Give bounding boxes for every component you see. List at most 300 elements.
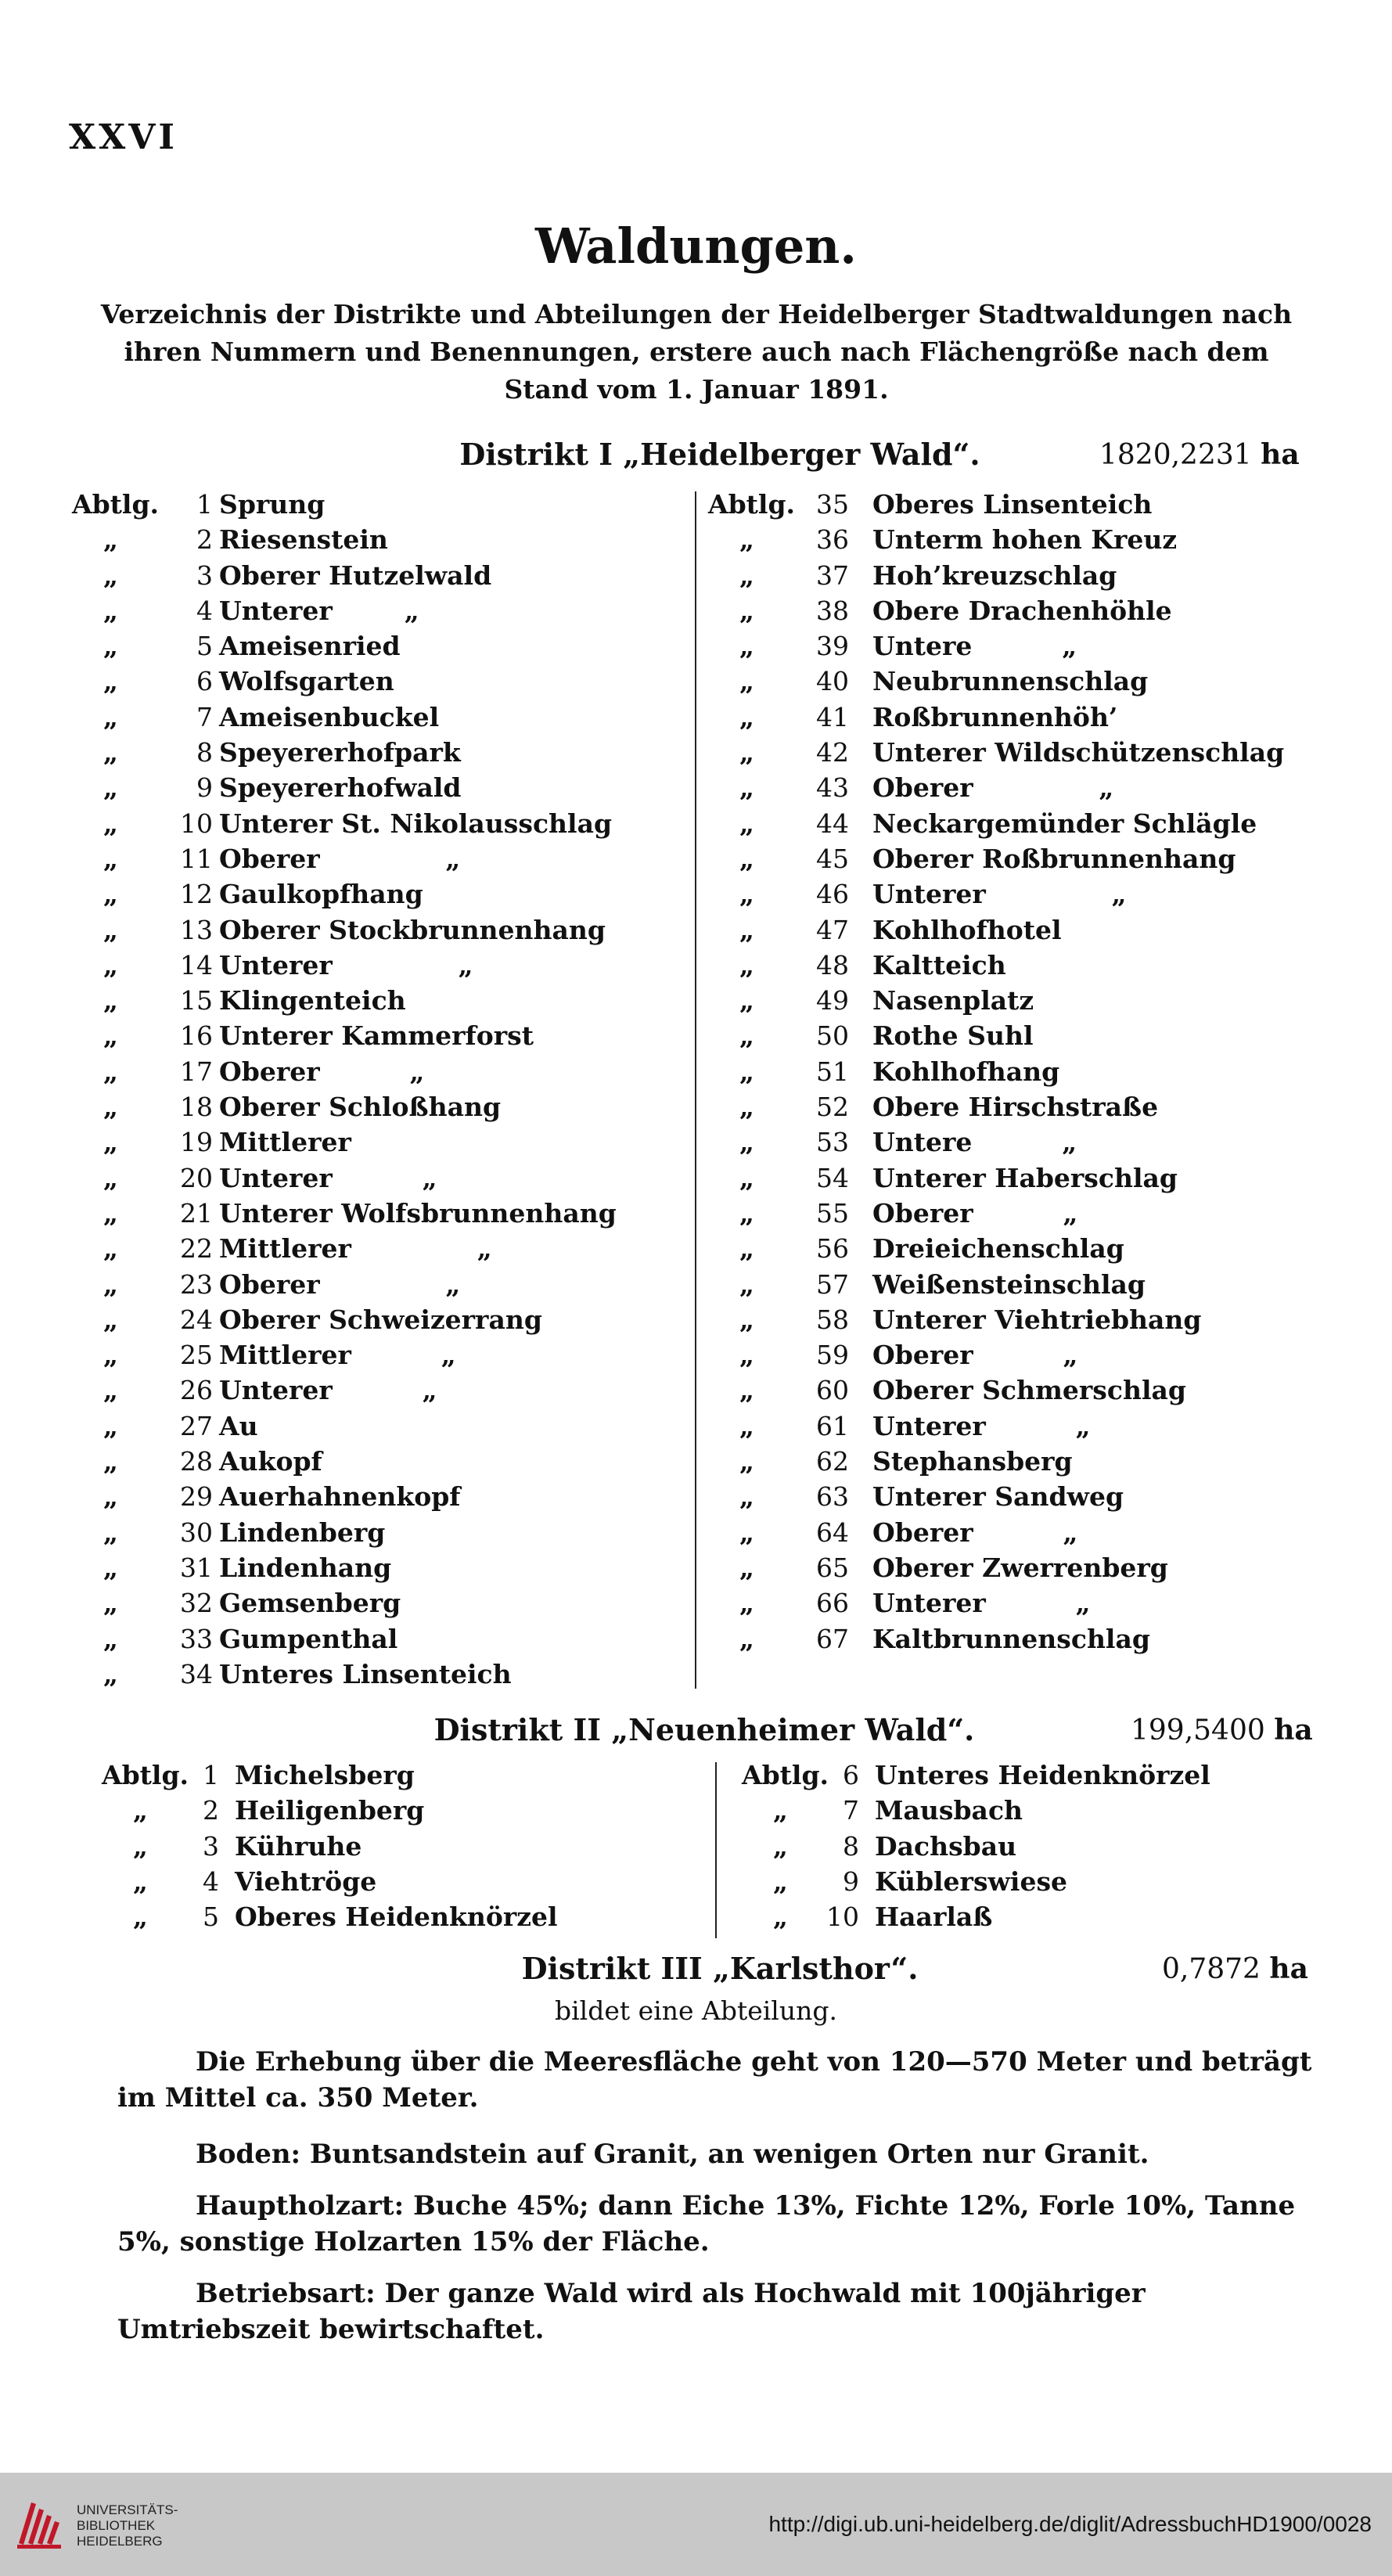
abteilung-number: 43 [816, 772, 849, 804]
abteilung-prefix: „ [103, 1268, 118, 1300]
list-item [708, 1089, 1318, 1124]
list-item [708, 735, 1318, 770]
abteilung-name: Unterm hohen Kreuz [872, 524, 1178, 556]
abteilung-name: Unterer „ [872, 1588, 1091, 1619]
list-item [708, 487, 1318, 522]
abteilung-number: 27 [180, 1410, 213, 1441]
abteilung-number: 59 [816, 1340, 849, 1371]
list-item [72, 1054, 682, 1089]
abteilung-prefix: „ [103, 843, 118, 874]
abteilung-number: 23 [180, 1268, 213, 1300]
abteilung-prefix: „ [103, 808, 118, 839]
list-item [72, 983, 682, 1018]
abteilung-prefix: „ [133, 1830, 148, 1862]
abteilung-prefix: „ [103, 772, 118, 804]
abteilung-prefix: „ [739, 1552, 754, 1583]
abteilung-prefix: „ [739, 1127, 754, 1158]
abteilung-prefix: „ [739, 1623, 754, 1654]
abteilung-number: 17 [180, 1056, 213, 1087]
abteilung-name: Hoh’kreuzschlag [872, 559, 1117, 591]
abteilung-prefix: „ [739, 843, 754, 874]
abteilung-name: Oberer Zwerrenberg [872, 1552, 1168, 1583]
district-2-right-column [742, 1758, 1336, 1934]
list-item [708, 628, 1318, 664]
abteilung-number: 61 [816, 1410, 849, 1441]
abteilung-prefix: „ [103, 1516, 118, 1548]
logo-line: UNIVERSITÄTS- [77, 2502, 178, 2517]
list-item [72, 1302, 682, 1337]
abteilung-name: Mittlerer „ [219, 1340, 456, 1371]
abteilung-name: Küblerswiese [875, 1865, 1068, 1897]
abteilung-name: Weißensteinschlag [872, 1268, 1146, 1300]
list-item [708, 841, 1318, 876]
abteilung-prefix: „ [739, 1588, 754, 1619]
list-item [72, 700, 682, 735]
list-item [708, 1444, 1318, 1479]
note-erhebung: Die Erhebung über die Meeresfläche geht von 120—570 Meter und beträgt im Mittel ca. 350 Meter. [117, 2046, 1312, 2114]
abteilung-prefix: „ [739, 1056, 754, 1087]
list-item [102, 1793, 704, 1828]
list-item [742, 1793, 1336, 1828]
abteilung-prefix: „ [103, 914, 118, 945]
abteilung-number: 58 [816, 1304, 849, 1335]
abteilung-number: 40 [816, 666, 849, 697]
abteilung-number: 57 [816, 1268, 849, 1300]
list-item [72, 522, 682, 557]
abteilung-number: 48 [816, 949, 849, 980]
abteilung-number: 9 [196, 772, 213, 804]
list-item [72, 628, 682, 664]
abteilung-prefix: „ [103, 631, 118, 662]
abteilung-number: 35 [816, 489, 849, 520]
abteilung-name: Neubrunnenschlag [872, 666, 1149, 697]
list-item [72, 1479, 682, 1514]
abteilung-name: Untere „ [872, 631, 1077, 662]
list-item [708, 1409, 1318, 1444]
column-divider [695, 491, 696, 1689]
abteilung-number: 30 [180, 1516, 213, 1548]
abteilung-name: Kaltteich [872, 949, 1006, 980]
district-3-note: bildet eine Abteilung. [555, 1995, 837, 2026]
abteilung-name: Unteres Heidenknörzel [875, 1760, 1210, 1790]
abteilung-prefix: „ [103, 1056, 118, 1087]
list-item [72, 912, 682, 948]
abteilung-prefix: „ [103, 1623, 118, 1654]
abteilung-name: Klingenteich [219, 985, 406, 1016]
page-subtitle: Verzeichnis der Distrikte und Abteilungen der Heidelberger Stadtwaldungen nach ihren Nummern und Benennungen, erstere auch nach Flächengröße nach dem Stand vom 1. Januar 1891. [100, 299, 1293, 405]
abteilung-prefix: „ [739, 1304, 754, 1335]
abteilung-prefix: „ [739, 1020, 754, 1052]
abteilung-prefix: „ [103, 1481, 118, 1513]
abteilung-number: 1 [196, 489, 213, 520]
abteilung-prefix: „ [773, 1865, 788, 1897]
list-item [72, 1444, 682, 1479]
abteilung-prefix: „ [739, 1233, 754, 1265]
list-item [72, 593, 682, 628]
abteilung-prefix: „ [739, 524, 754, 556]
abteilung-number: 2 [196, 524, 213, 556]
abteilung-name: Oberer Roßbrunnenhang [872, 843, 1236, 874]
abteilung-name: Sprung [219, 489, 326, 520]
list-item [102, 1829, 704, 1864]
district-1-right-column [708, 487, 1318, 1657]
abteilung-name: Oberer Schweizerrang [219, 1304, 542, 1335]
abteilung-name: Unterer Wolfsbrunnenhang [219, 1197, 617, 1229]
abteilung-number: 11 [180, 843, 213, 874]
abteilung-prefix: Abtlg. [72, 489, 160, 520]
abteilung-name: Oberes Heidenknörzel [235, 1901, 558, 1933]
abteilung-number: 7 [843, 1795, 859, 1826]
list-item [72, 948, 682, 983]
list-item [708, 558, 1318, 593]
list-item [708, 1160, 1318, 1196]
abteilung-name: Unterer Haberschlag [872, 1162, 1178, 1193]
abteilung-number: 6 [196, 666, 213, 697]
abteilung-name: Oberes Linsenteich [872, 489, 1153, 520]
abteilung-name: Unterer Wildschützenschlag [872, 737, 1285, 768]
abteilung-prefix: „ [103, 1197, 118, 1229]
abteilung-name: Lindenhang [219, 1552, 392, 1583]
abteilung-number: 39 [816, 631, 849, 662]
abteilung-prefix: „ [739, 737, 754, 768]
abteilung-number: 49 [816, 985, 849, 1016]
abteilung-prefix: „ [773, 1830, 788, 1862]
abteilung-prefix: „ [739, 1268, 754, 1300]
abteilung-number: 37 [816, 559, 849, 591]
list-item [72, 1657, 682, 1692]
abteilung-name: Mittlerer [219, 1127, 351, 1158]
abteilung-number: 25 [180, 1340, 213, 1371]
abteilung-prefix: „ [133, 1795, 148, 1826]
abteilung-number: 62 [816, 1446, 849, 1477]
list-item [72, 806, 682, 841]
abteilung-prefix: „ [739, 595, 754, 626]
list-item [708, 522, 1318, 557]
abteilung-number: 4 [203, 1865, 219, 1897]
abteilung-name: Gumpenthal [219, 1623, 398, 1654]
abteilung-number: 66 [816, 1588, 849, 1619]
list-item [708, 1196, 1318, 1231]
library-logo-icon [16, 2496, 64, 2551]
abteilung-prefix: „ [103, 524, 118, 556]
abteilung-name: Unterer „ [872, 879, 1127, 910]
abteilung-number: 22 [180, 1233, 213, 1265]
abteilung-prefix: „ [133, 1901, 148, 1933]
abteilung-name: Oberer „ [872, 772, 1114, 804]
abteilung-prefix: „ [103, 595, 118, 626]
abteilung-name: Rothe Suhl [872, 1020, 1034, 1052]
abteilung-prefix: „ [739, 1197, 754, 1229]
page-title: Waldungen. [535, 218, 857, 275]
abteilung-name: Mittlerer „ [219, 1233, 492, 1265]
abteilung-name: Oberer „ [872, 1340, 1078, 1371]
abteilung-number: 7 [196, 701, 213, 732]
district-2-name: Distrikt II „Neuenheimer Wald“. [433, 1712, 975, 1747]
list-item [742, 1899, 1336, 1934]
list-item [708, 948, 1318, 983]
list-item [72, 1196, 682, 1231]
abteilung-name: Heiligenberg [235, 1795, 425, 1826]
list-item [72, 770, 682, 805]
abteilung-prefix: „ [739, 631, 754, 662]
logo-line: HEIDELBERG [77, 2534, 163, 2549]
abteilung-name: Obere Hirschstraße [872, 1092, 1159, 1123]
abteilung-number: 10 [826, 1901, 859, 1933]
abteilung-number: 65 [816, 1552, 849, 1583]
abteilung-name: Aukopf [219, 1446, 322, 1477]
abteilung-name: Wolfsgarten [219, 666, 394, 697]
abteilung-number: 13 [180, 914, 213, 945]
abteilung-number: 15 [180, 985, 213, 1016]
abteilung-number: 46 [816, 879, 849, 910]
abteilung-name: Neckargemünder Schlägle [872, 808, 1257, 839]
list-item [708, 1621, 1318, 1657]
abteilung-number: 19 [180, 1127, 213, 1158]
abteilung-number: 4 [196, 595, 213, 626]
list-item [708, 1515, 1318, 1550]
abteilung-name: Lindenberg [219, 1516, 386, 1548]
abteilung-prefix: „ [103, 1375, 118, 1406]
abteilung-number: 8 [843, 1830, 859, 1862]
abteilung-name: Nasenplatz [872, 985, 1034, 1016]
note-holzart: Hauptholzart: Buche 45%; dann Eiche 13%, Fichte 12%, Forle 10%, Tanne 5%, sonstige Holzarten 15% der Fläche. [117, 2190, 1296, 2258]
abteilung-prefix: Abtlg. [742, 1760, 829, 1790]
abteilung-prefix: „ [103, 1127, 118, 1158]
abteilung-prefix: „ [103, 1340, 118, 1371]
abteilung-name: Oberer „ [872, 1516, 1078, 1548]
abteilung-name: Unterer Sandweg [872, 1481, 1124, 1513]
abteilung-prefix: „ [739, 1446, 754, 1477]
abteilung-prefix: „ [103, 1304, 118, 1335]
abteilung-name: Speyererhofpark [219, 737, 461, 768]
abteilung-name: Oberer „ [219, 1056, 425, 1087]
abteilung-number: 1 [203, 1760, 219, 1790]
abteilung-number: 56 [816, 1233, 849, 1265]
abteilung-number: 5 [203, 1901, 219, 1933]
district-1-area: 1820,2231 ha [1099, 438, 1300, 471]
abteilung-name: Oberer „ [872, 1197, 1078, 1229]
list-item [742, 1864, 1336, 1899]
abteilung-number: 51 [816, 1056, 849, 1087]
abteilung-prefix: „ [103, 701, 118, 732]
abteilung-number: 47 [816, 914, 849, 945]
abteilung-name: Haarlaß [875, 1901, 993, 1933]
abteilung-name: Oberer Hutzelwald [219, 559, 492, 591]
abteilung-name: Oberer Stockbrunnenhang [219, 914, 606, 945]
abteilung-name: Unterer Viehtriebhang [872, 1304, 1202, 1335]
abteilung-prefix: „ [103, 666, 118, 697]
district-1-left-column [72, 487, 682, 1692]
abteilung-number: 6 [843, 1760, 859, 1790]
abteilung-number: 21 [180, 1197, 213, 1229]
abteilung-number: 42 [816, 737, 849, 768]
abteilung-number: 54 [816, 1162, 849, 1193]
abteilung-prefix: „ [739, 1410, 754, 1441]
list-item [72, 1231, 682, 1266]
abteilung-name: Mausbach [875, 1795, 1023, 1826]
abteilung-number: 38 [816, 595, 849, 626]
abteilung-name: Oberer Schloßhang [219, 1092, 502, 1123]
list-item [708, 912, 1318, 948]
list-item [708, 1337, 1318, 1373]
abteilung-name: Obere Drachenhöhle [872, 595, 1172, 626]
abteilung-name: Stephansberg [872, 1446, 1073, 1477]
list-item [708, 593, 1318, 628]
list-item [72, 1267, 682, 1302]
abteilung-number: 9 [843, 1865, 859, 1897]
library-logo-text [77, 2502, 178, 2549]
abteilung-number: 8 [196, 737, 213, 768]
list-item [708, 1302, 1318, 1337]
abteilung-prefix: „ [133, 1865, 148, 1897]
abteilung-name: Dreieichenschlag [872, 1233, 1124, 1265]
abteilung-name: Gemsenberg [219, 1588, 401, 1619]
abteilung-prefix: „ [739, 1516, 754, 1548]
list-item [708, 806, 1318, 841]
list-item [708, 664, 1318, 699]
abteilung-prefix: „ [739, 879, 754, 910]
abteilung-name: Unterer „ [872, 1410, 1091, 1441]
abteilung-name: Unterer „ [219, 595, 419, 626]
abteilung-number: 55 [816, 1197, 849, 1229]
list-item [72, 1373, 682, 1408]
abteilung-prefix: „ [103, 1233, 118, 1265]
abteilung-number: 28 [180, 1446, 213, 1477]
abteilung-prefix: „ [739, 949, 754, 980]
abteilung-number: 41 [816, 701, 849, 732]
abteilung-prefix: „ [739, 1162, 754, 1193]
abteilung-number: 12 [180, 879, 213, 910]
abteilung-prefix: „ [103, 1162, 118, 1193]
abteilung-name: Unterer „ [219, 949, 473, 980]
list-item [708, 1231, 1318, 1266]
abteilung-number: 44 [816, 808, 849, 839]
abteilung-prefix: „ [103, 1552, 118, 1583]
abteilung-name: Ameisenried [219, 631, 401, 662]
list-item [708, 1585, 1318, 1621]
abteilung-name: Unterer St. Nikolausschlag [219, 808, 613, 839]
list-item [72, 735, 682, 770]
column-divider-2 [715, 1762, 717, 1938]
abteilung-prefix: „ [739, 1375, 754, 1406]
abteilung-prefix: „ [739, 914, 754, 945]
abteilung-name: Auerhahnenkopf [219, 1481, 461, 1513]
abteilung-number: 53 [816, 1127, 849, 1158]
abteilung-prefix: „ [103, 1410, 118, 1441]
list-item [72, 487, 682, 522]
list-item [708, 1479, 1318, 1514]
abteilung-prefix: „ [103, 1020, 118, 1052]
district-1-name: Distrikt I „Heidelberger Wald“. [459, 437, 980, 472]
abteilung-number: 63 [816, 1481, 849, 1513]
abteilung-name: Kohlhofhotel [872, 914, 1062, 945]
abteilung-name: Kohlhofhang [872, 1056, 1060, 1087]
abteilung-prefix: „ [739, 1092, 754, 1123]
abteilung-name: Ameisenbuckel [219, 701, 440, 732]
abteilung-prefix: „ [103, 559, 118, 591]
list-item [72, 1409, 682, 1444]
abteilung-number: 20 [180, 1162, 213, 1193]
district-2-left-column [102, 1758, 704, 1934]
list-item [102, 1899, 704, 1934]
abteilung-prefix: Abtlg. [102, 1760, 189, 1790]
abteilung-number: 2 [203, 1795, 219, 1826]
page-number: XXVI [69, 117, 178, 157]
abteilung-name: Michelsberg [235, 1760, 415, 1790]
abteilung-prefix: Abtlg. [708, 489, 796, 520]
list-item [708, 983, 1318, 1018]
abteilung-name: Unterer Kammerforst [219, 1020, 534, 1052]
note-boden: Boden: Buntsandstein auf Granit, an wenigen Orten nur Granit. [196, 2139, 1149, 2170]
abteilung-prefix: „ [103, 1658, 118, 1689]
abteilung-prefix: „ [773, 1901, 788, 1933]
abteilung-number: 34 [180, 1658, 213, 1689]
list-item [72, 1621, 682, 1657]
abteilung-number: 29 [180, 1481, 213, 1513]
abteilung-name: Speyererhofwald [219, 772, 462, 804]
list-item [72, 1337, 682, 1373]
abteilung-name: Dachsbau [875, 1830, 1017, 1862]
abteilung-name: Riesenstein [219, 524, 388, 556]
abteilung-name: Gaulkopfhang [219, 879, 423, 910]
abteilung-number: 16 [180, 1020, 213, 1052]
abteilung-number: 50 [816, 1020, 849, 1052]
list-item [102, 1864, 704, 1899]
abteilung-number: 67 [816, 1623, 849, 1654]
abteilung-name: Kühruhe [235, 1830, 362, 1862]
note-betrieb: Betriebsart: Der ganze Wald wird als Hochwald mit 100jähriger Umtriebszeit bewirtschaftet. [117, 2278, 1146, 2345]
district-3-area: 0,7872 ha [1162, 1952, 1308, 1985]
list-item [708, 1018, 1318, 1053]
list-item [72, 1515, 682, 1550]
district-2-area: 199,5400 ha [1131, 1714, 1313, 1747]
abteilung-prefix: „ [739, 808, 754, 839]
list-item [742, 1829, 1336, 1864]
abteilung-prefix: „ [739, 666, 754, 697]
list-item [72, 1550, 682, 1585]
abteilung-name: Au [219, 1410, 258, 1441]
list-item [72, 1089, 682, 1124]
list-item [708, 1124, 1318, 1160]
abteilung-number: 52 [816, 1092, 849, 1123]
abteilung-number: 33 [180, 1623, 213, 1654]
list-item [708, 770, 1318, 805]
abteilung-prefix: „ [773, 1795, 788, 1826]
abteilung-number: 3 [203, 1830, 219, 1862]
abteilung-number: 32 [180, 1588, 213, 1619]
abteilung-name: Oberer „ [219, 843, 461, 874]
abteilung-prefix: „ [739, 701, 754, 732]
abteilung-number: 60 [816, 1375, 849, 1406]
abteilung-number: 26 [180, 1375, 213, 1406]
abteilung-prefix: „ [739, 1481, 754, 1513]
list-item [708, 876, 1318, 912]
source-url-link[interactable]: http://digi.ub.uni-heidelberg.de/diglit/AdressbuchHD1900/0028 [768, 2512, 1372, 2536]
district-3-name: Distrikt III „Karlsthor“. [521, 1951, 919, 1986]
abteilung-number: 10 [180, 808, 213, 839]
abteilung-number: 3 [196, 559, 213, 591]
abteilung-name: Unterer „ [219, 1162, 437, 1193]
abteilung-name: Unterer „ [219, 1375, 437, 1406]
abteilung-number: 5 [196, 631, 213, 662]
list-item [72, 876, 682, 912]
list-item [742, 1758, 1336, 1793]
list-item [72, 841, 682, 876]
abteilung-prefix: „ [103, 879, 118, 910]
abteilung-prefix: „ [739, 985, 754, 1016]
list-item [72, 1018, 682, 1053]
footer-bar [0, 2473, 1392, 2576]
